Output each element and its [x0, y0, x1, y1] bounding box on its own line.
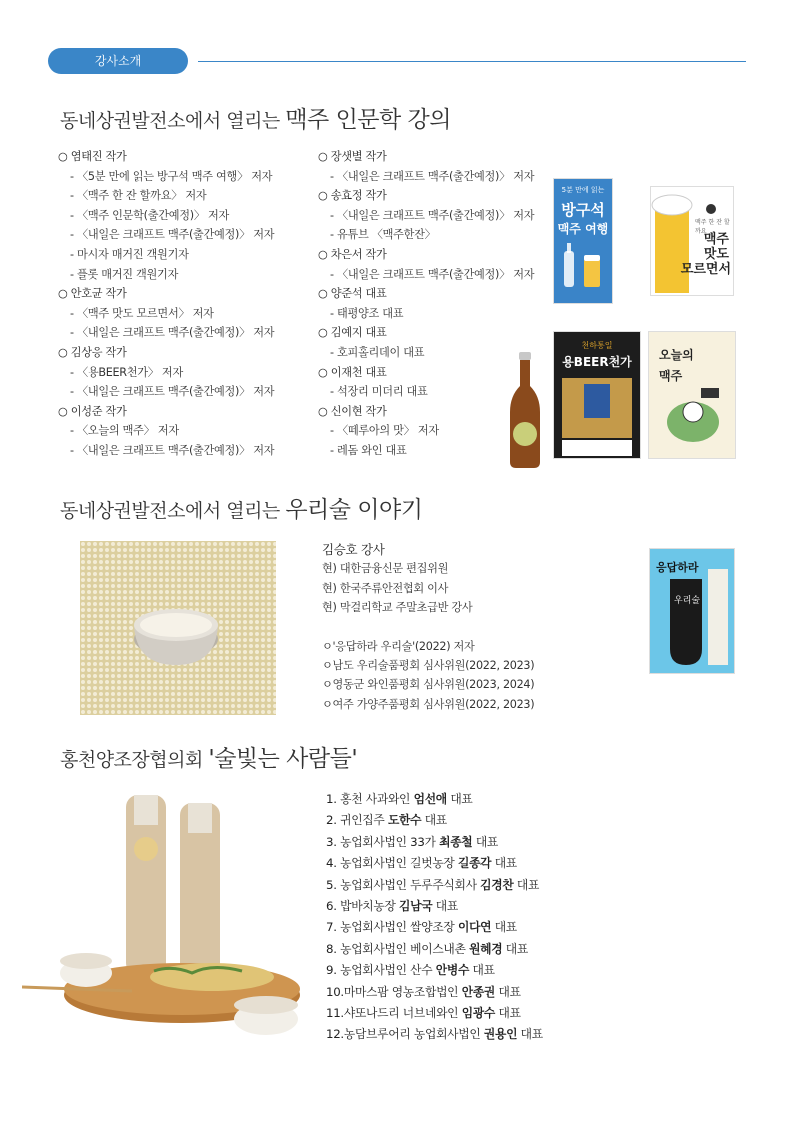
book4-illustration-icon	[649, 384, 735, 454]
member-text: 3. 농업회사법인 33가	[326, 834, 440, 849]
lecturer-credit: - 〈맥주 인문학(출간예정)〉 저자	[70, 208, 229, 222]
member-name: 원혜경	[469, 941, 503, 956]
member-name: 길종각	[457, 856, 492, 871]
list-item	[326, 1003, 543, 1024]
makgeolli-bottles-pancake-image	[22, 795, 302, 1043]
beer-lecturers-left	[58, 147, 274, 461]
member-name: 엄선애	[413, 792, 447, 806]
lecturer-credit: - 〈맥주 한 잔 할까요〉 저자	[70, 189, 207, 203]
lecturer-credit: - 〈내일은 크래프트 맥주(출간예정)〉 저자	[330, 208, 535, 222]
bio-line: 현) 대한금융신문 편집위원	[322, 562, 449, 576]
book2-title-3: 모르면서	[680, 262, 731, 277]
member-text: 대표	[502, 941, 529, 956]
member-text: 대표	[472, 834, 499, 849]
lecturer-credit: - 〈내일은 크래프트 맥주(출간예정)〉 저자	[70, 385, 275, 399]
lecturer-credit: - 마시자 매거진 객원기자	[70, 247, 189, 261]
book1-title-2: 맥주 여행	[557, 222, 609, 236]
member-text: 대표	[421, 813, 447, 828]
lecturer-credit: - 플롯 매거진 객원기자	[70, 267, 179, 281]
lecturer-credit: - 〈내일은 크래프트 맥주(출간예정)〉 저자	[330, 267, 535, 281]
beer-bottle-icon	[506, 352, 544, 468]
book2-title-1: 맥주	[703, 232, 729, 247]
book-cover-oneului-maekju	[648, 331, 736, 459]
member-text: 11.샤또나드리 너브네와인	[326, 1006, 462, 1021]
member-text: 대표	[495, 1006, 521, 1021]
member-text: 8. 농업회사법인 베이스내촌	[326, 941, 470, 956]
beer-title-small: 동네상권발전소에서 열리는	[60, 110, 280, 132]
book3-illustration-icon	[554, 374, 640, 459]
beer-section-title	[60, 101, 451, 134]
member-text: 대표	[517, 1027, 543, 1042]
book-cover-yongbeercheonga	[553, 331, 641, 459]
lecturer-name: ○ 염태진 작가	[58, 150, 127, 163]
list-item	[326, 896, 543, 917]
list-item	[326, 789, 543, 810]
list-item	[326, 875, 543, 896]
hongcheon-member-list	[326, 789, 543, 1046]
lecturer-name: ○ 장샛별 작가	[318, 150, 387, 163]
book-cover-bangguseok	[553, 178, 613, 304]
makgeolli-title-big: 우리술 이야기	[285, 497, 423, 523]
member-text: 1. 홍천 사과와인	[326, 792, 414, 806]
list-item	[326, 853, 543, 874]
member-text: 9. 농업회사법인 산수	[326, 963, 436, 978]
member-name: 안종권	[461, 984, 496, 999]
book-cover-eungdaphara-uriseul	[649, 548, 735, 674]
member-text: 12.농담브루어리 농업회사법인	[326, 1027, 484, 1042]
book4-title-2: 맥주	[659, 369, 683, 383]
bio-line: 현) 막걸리학교 주말초급반 강사	[322, 601, 473, 615]
book5-subtitle: 우리술	[674, 596, 701, 606]
lecturer-name: 김승호 강사	[322, 542, 385, 557]
member-text: 대표	[432, 899, 458, 914]
makgeolli-bowl-image	[80, 541, 276, 715]
lecturer-name: ○ 김상응 작가	[58, 345, 127, 359]
bio-note: ㅇ영동군 와인품평회 심사위원(2023, 2024)	[322, 678, 535, 692]
member-name: 임광수	[461, 1006, 496, 1021]
lecturer-credit: - 〈내일은 크래프트 맥주(출간예정)〉 저자	[330, 169, 535, 183]
beer-title-big: 맥주 인문학 강의	[285, 107, 451, 133]
section-tag: 강사소개	[48, 48, 188, 74]
member-name: 김남국	[399, 899, 433, 914]
lecturer-name: ○ 김예지 대표	[318, 326, 387, 340]
member-name: 이다연	[457, 920, 492, 935]
lecturer-credit: - 석장리 미더리 대표	[330, 385, 428, 399]
lecturer-credit: - 유튜브 〈맥주한잔〉	[330, 228, 436, 242]
lecturer-name: ○ 안호균 작가	[58, 287, 127, 301]
list-item	[326, 982, 543, 1003]
book1-title-1: 방구석	[561, 201, 605, 219]
member-name: 도한수	[387, 813, 422, 828]
makgeolli-lecturer-bio	[322, 540, 534, 714]
member-name: 김경찬	[480, 877, 514, 892]
list-item	[326, 939, 543, 960]
member-text: 대표	[469, 963, 495, 978]
member-text: 대표	[495, 984, 521, 999]
lecturer-credit: - 〈용BEER천가〉 저자	[70, 365, 183, 379]
list-item	[326, 832, 543, 853]
member-text: 7. 농업회사법인 쌀양조장	[326, 920, 458, 935]
beer-bottle-glass-icon	[554, 241, 612, 291]
member-text: 5. 농업회사법인 두루주식회사	[326, 877, 481, 892]
member-text: 대표	[446, 792, 473, 806]
list-item	[326, 960, 543, 981]
hongcheon-title-big: '술빛는 사람들'	[208, 746, 358, 772]
bio-note: ㅇ'응답하라 우리술'(2022) 저자	[322, 639, 475, 653]
lecturer-credit: - 태평양조 대표	[330, 306, 404, 320]
header-rule	[198, 61, 746, 62]
lecturer-credit: - 〈떼루아의 맛〉 저자	[330, 424, 439, 438]
member-text: 10.마마스팜 영농조합법인	[326, 984, 462, 999]
bio-line: 현) 한국주류안전협회 이사	[322, 581, 449, 595]
lecturer-name: ○ 차은서 작가	[318, 247, 387, 261]
member-text: 대표	[491, 920, 517, 935]
lecturer-credit: - 〈5분 만에 읽는 방구석 맥주 여행〉 저자	[70, 169, 273, 183]
member-name: 권용인	[483, 1027, 518, 1042]
list-item	[326, 917, 543, 938]
lecturer-name: ○ 송효정 작가	[318, 189, 387, 203]
book5-title: 응답하라	[656, 561, 699, 574]
book3-top-text: 천하통일	[581, 341, 613, 350]
beer-lecturers-right	[318, 147, 534, 461]
book2-small-text: 맥주 한 잔 할까요	[695, 219, 730, 235]
book-cover-mat-do-moreumyeonseo	[650, 186, 734, 296]
lecturer-name: ○ 양준석 대표	[318, 287, 387, 301]
list-item	[326, 810, 543, 831]
makgeolli-photo	[80, 541, 276, 715]
lecturer-name: ○ 신이현 작가	[318, 404, 387, 418]
book4-title-1: 오늘의	[659, 348, 694, 362]
lecturer-credit: - 〈맥주 맛도 모르면서〉 저자	[70, 306, 214, 320]
lecturer-credit: - 호피홀리데이 대표	[330, 345, 425, 359]
makgeolli-section-title	[60, 491, 422, 524]
lecturer-name: ○ 이성준 작가	[58, 404, 127, 418]
lecturer-credit: - 〈내일은 크래프트 맥주(출간예정)〉 저자	[70, 228, 275, 242]
member-name: 최종철	[439, 834, 473, 849]
book2-title-2: 맛도	[703, 247, 729, 262]
member-text: 2. 귀인집주	[326, 813, 388, 828]
lecturer-credit: - 〈오늘의 맥주〉 저자	[70, 424, 179, 438]
book1-small-text: 5분 만에 읽는	[561, 186, 605, 194]
hongcheon-title-small: 홍천양조장협의회	[60, 749, 203, 771]
hongcheon-section-title	[60, 740, 357, 773]
list-item	[326, 1024, 543, 1045]
member-text: 대표	[513, 877, 540, 892]
lecturer-credit: - 레돔 와인 대표	[330, 443, 407, 457]
lecturer-name: ○ 이재천 대표	[318, 365, 387, 379]
bio-note: ㅇ여주 가양주품평회 심사위원(2022, 2023)	[322, 697, 535, 711]
member-name: 안병수	[435, 963, 470, 978]
makgeolli-title-small: 동네상권발전소에서 열리는	[60, 500, 280, 522]
lecturer-credit: - 〈내일은 크래프트 맥주(출간예정)〉 저자	[70, 326, 275, 340]
member-text: 6. 밥바치농장	[326, 899, 400, 914]
book3-title: 용BEER천가	[562, 355, 632, 369]
member-text: 대표	[491, 856, 517, 871]
bio-note: ㅇ남도 우리술품평회 심사위원(2022, 2023)	[322, 659, 535, 673]
member-text: 4. 농업회사법인 길벗농장	[326, 856, 458, 871]
lecturer-credit: - 〈내일은 크래프트 맥주(출간예정)〉 저자	[70, 443, 275, 457]
